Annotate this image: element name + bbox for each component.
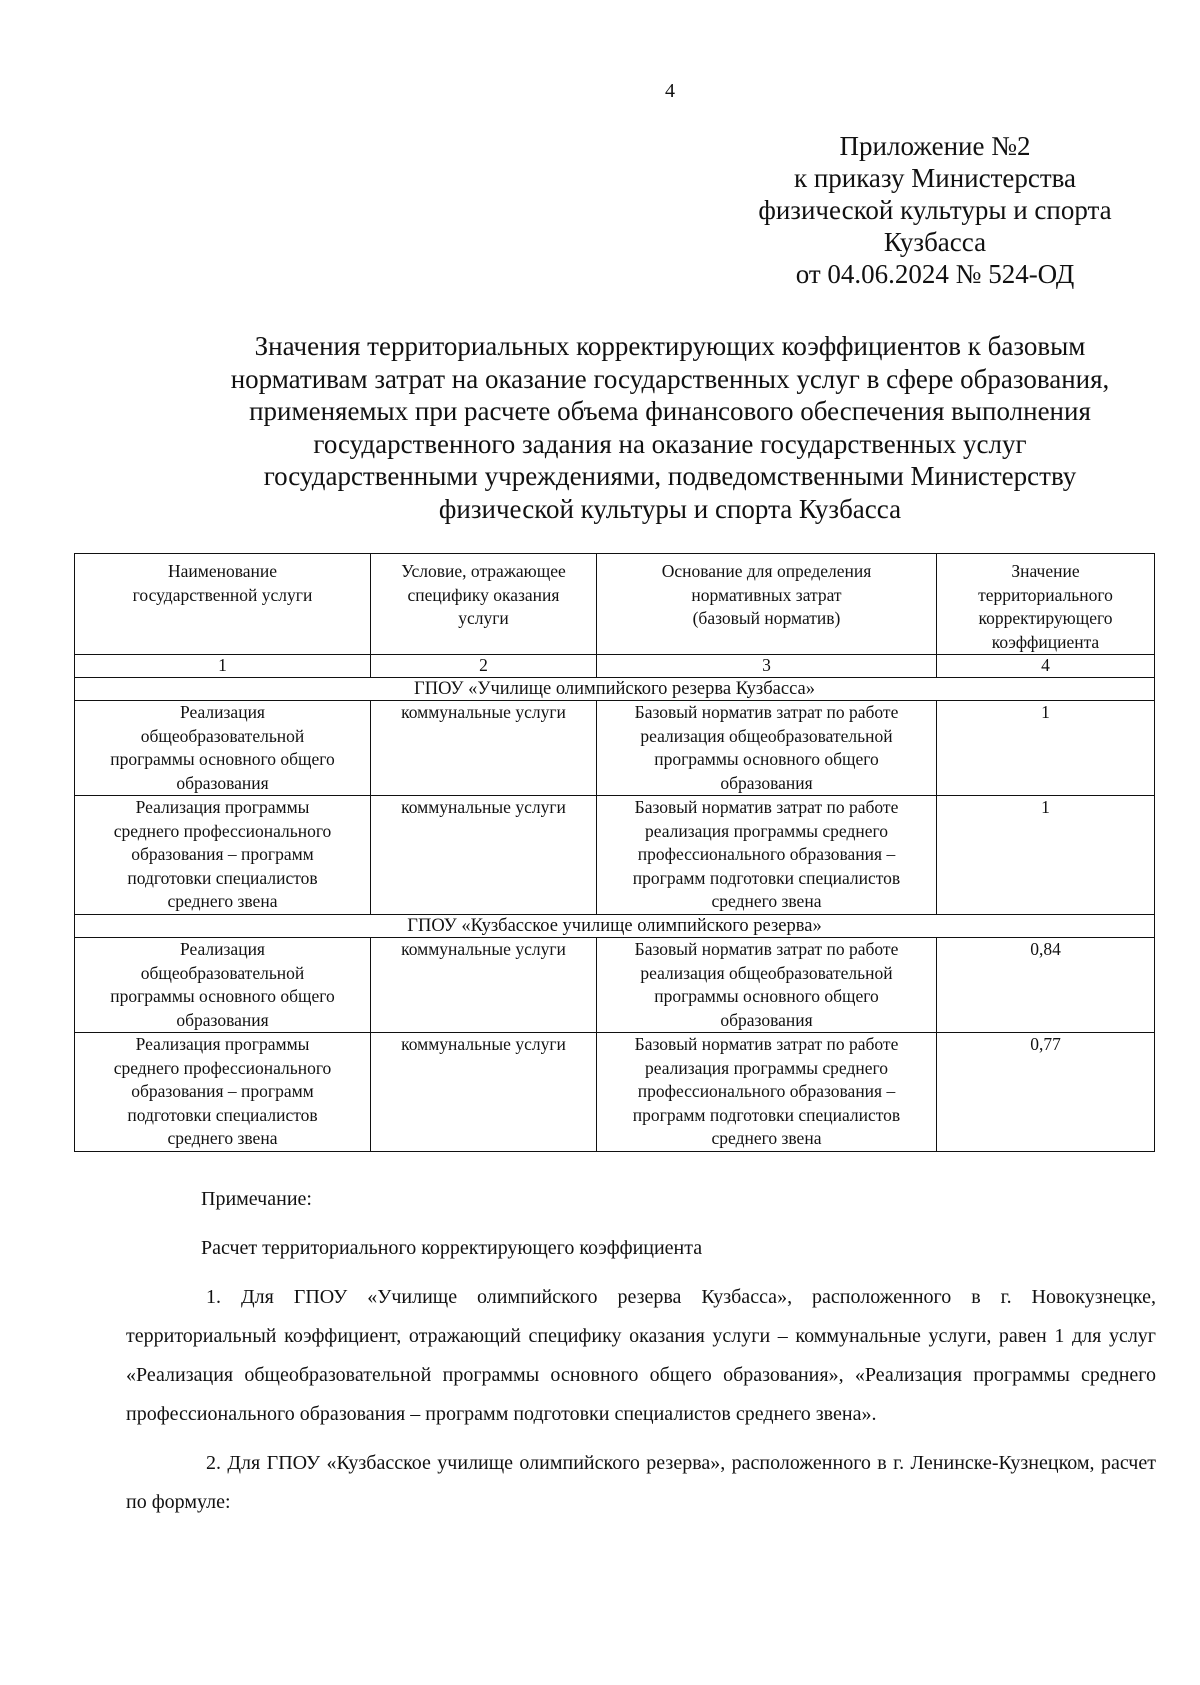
cell-line: общеобразовательной: [140, 725, 305, 746]
cell-line: Реализация: [180, 702, 265, 722]
notes-section: [126, 1180, 1156, 1522]
cell-service: [75, 701, 371, 796]
cell-value: 1: [937, 701, 1155, 796]
cell-line: Базовый норматив затрат по работе: [634, 1034, 899, 1054]
cell-condition: коммунальные услуги: [371, 796, 597, 915]
page-number: 4: [665, 80, 675, 102]
cell-line: реализация общеобразовательной: [640, 725, 893, 746]
title-line: государственными учреждениями, подведомственными Министерству: [263, 461, 1077, 491]
section-title: ГПОУ «Кузбасское училище олимпийского резерва»: [75, 915, 1155, 938]
title-line: применяемых при расчете объема финансового обеспечения выполнения: [249, 396, 1091, 426]
cell-line: программы основного общего: [110, 749, 335, 769]
header-line: Наименование: [167, 561, 278, 581]
column-number-row: [75, 655, 1155, 678]
cell-basis: [597, 938, 937, 1033]
cell-line: среднего звена: [711, 891, 822, 911]
header-line: Условие, отражающее: [401, 561, 566, 581]
table-row: [75, 1033, 1155, 1152]
notes-subtitle: Расчет территориального корректирующего коэффициента: [201, 1237, 703, 1259]
cell-line: реализация общеобразовательной: [640, 962, 893, 983]
cell-value: 1: [937, 796, 1155, 915]
header-line: Значение: [1011, 561, 1080, 581]
cell-value: 0,77: [937, 1033, 1155, 1152]
cell-line: образования: [720, 1009, 813, 1030]
table-row: [75, 701, 1155, 796]
cell-line: программы основного общего: [654, 749, 879, 769]
column-number: 2: [371, 655, 597, 678]
cell-condition: коммунальные услуги: [371, 1033, 597, 1152]
notes-item-1: 1. Для ГПОУ «Училище олимпийского резерва Кузбасса», расположенного в г. Новокузнецке, территориальный коэффициент, отражающий специфику оказания услуги – коммунальные услуги, равен 1 для услуг «Реализация общеобразовательной программы основного общего образования», «Реализация программы среднего профессионального образования – программ подготовки специалистов среднего звена».: [126, 1286, 1156, 1425]
title-line: нормативам затрат на оказание государственных услуг в сфере образования,: [230, 363, 1110, 394]
appendix-line: физической культуры и спорта: [758, 195, 1112, 225]
cell-line: среднего звена: [167, 891, 278, 911]
cell-service: [75, 1033, 371, 1152]
cell-line: реализация программы среднего: [644, 820, 888, 841]
header-basis: [597, 554, 937, 655]
header-line: коэффициента: [991, 631, 1100, 652]
notes-label: Примечание:: [201, 1188, 312, 1210]
cell-line: среднего звена: [167, 1128, 278, 1148]
cell-basis: [597, 1033, 937, 1152]
appendix-line: от 04.06.2024 № 524-ОД: [795, 259, 1075, 289]
cell-service: [75, 938, 371, 1033]
cell-line: Базовый норматив затрат по работе: [634, 702, 899, 722]
cell-line: Реализация: [180, 939, 265, 959]
header-line: Основание для определения: [661, 561, 872, 581]
title-line: государственного задания на оказание государственных услуг: [313, 428, 1027, 459]
header-line: (базовый норматив): [692, 608, 841, 628]
header-condition: [371, 554, 597, 655]
cell-line: подготовки специалистов: [127, 1104, 318, 1125]
header-line: корректирующего: [978, 608, 1113, 628]
header-service: [75, 554, 371, 655]
cell-line: Базовый норматив затрат по работе: [634, 939, 899, 959]
cell-line: среднего профессионального: [113, 1057, 332, 1078]
cell-line: общеобразовательной: [140, 962, 305, 983]
cell-line: подготовки специалистов: [127, 867, 318, 888]
cell-line: образования – программ: [131, 844, 314, 864]
cell-line: программ подготовки специалистов: [632, 867, 901, 888]
cell-line: Реализация программы: [135, 1034, 310, 1054]
header-line: нормативных затрат: [691, 584, 842, 605]
appendix-line: к приказу Министерства: [793, 163, 1077, 193]
cell-line: профессионального образования –: [637, 844, 896, 864]
header-line: специфику оказания: [407, 584, 560, 605]
cell-service: [75, 796, 371, 915]
title-line: Значения территориальных корректирующих коэффициентов к базовым: [254, 331, 1086, 361]
notes-item-2: 2. Для ГПОУ «Кузбасское училище олимпийского резерва», расположенного в г. Ленинске-Кузнецком, расчет по формуле:: [126, 1452, 1156, 1513]
cell-line: программы основного общего: [654, 986, 879, 1006]
document-title: [190, 330, 1150, 525]
cell-condition: коммунальные услуги: [371, 701, 597, 796]
table-row: [75, 938, 1155, 1033]
cell-condition: коммунальные услуги: [371, 938, 597, 1033]
appendix-header: [700, 130, 1170, 290]
cell-value: 0,84: [937, 938, 1155, 1033]
table-header-row: [75, 554, 1155, 655]
cell-line: программ подготовки специалистов: [632, 1104, 901, 1125]
cell-line: среднего профессионального: [113, 820, 332, 841]
appendix-line: Кузбасса: [883, 227, 987, 257]
section-title: ГПОУ «Училище олимпийского резерва Кузбасса»: [75, 678, 1155, 701]
cell-basis: [597, 796, 937, 915]
section-row: [75, 915, 1155, 938]
header-line: государственной услуги: [132, 584, 313, 605]
cell-line: среднего звена: [711, 1128, 822, 1148]
coefficients-table: [74, 553, 1155, 1152]
column-number: 4: [937, 655, 1155, 678]
appendix-line: Приложение №2: [839, 131, 1031, 161]
cell-line: Реализация программы: [135, 797, 310, 817]
cell-line: образования – программ: [131, 1081, 314, 1101]
column-number: 1: [75, 655, 371, 678]
cell-line: образования: [176, 772, 269, 793]
cell-line: профессионального образования –: [637, 1081, 896, 1101]
cell-line: реализация программы среднего: [644, 1057, 888, 1078]
header-value: [937, 554, 1155, 655]
cell-line: программы основного общего: [110, 986, 335, 1006]
table-row: [75, 796, 1155, 915]
cell-line: образования: [720, 772, 813, 793]
cell-line: Базовый норматив затрат по работе: [634, 797, 899, 817]
column-number: 3: [597, 655, 937, 678]
header-line: услуги: [458, 608, 509, 628]
title-line: физической культуры и спорта Кузбасса: [438, 493, 902, 524]
section-row: [75, 678, 1155, 701]
cell-line: образования: [176, 1009, 269, 1030]
cell-basis: [597, 701, 937, 796]
header-line: территориального: [978, 584, 1113, 605]
